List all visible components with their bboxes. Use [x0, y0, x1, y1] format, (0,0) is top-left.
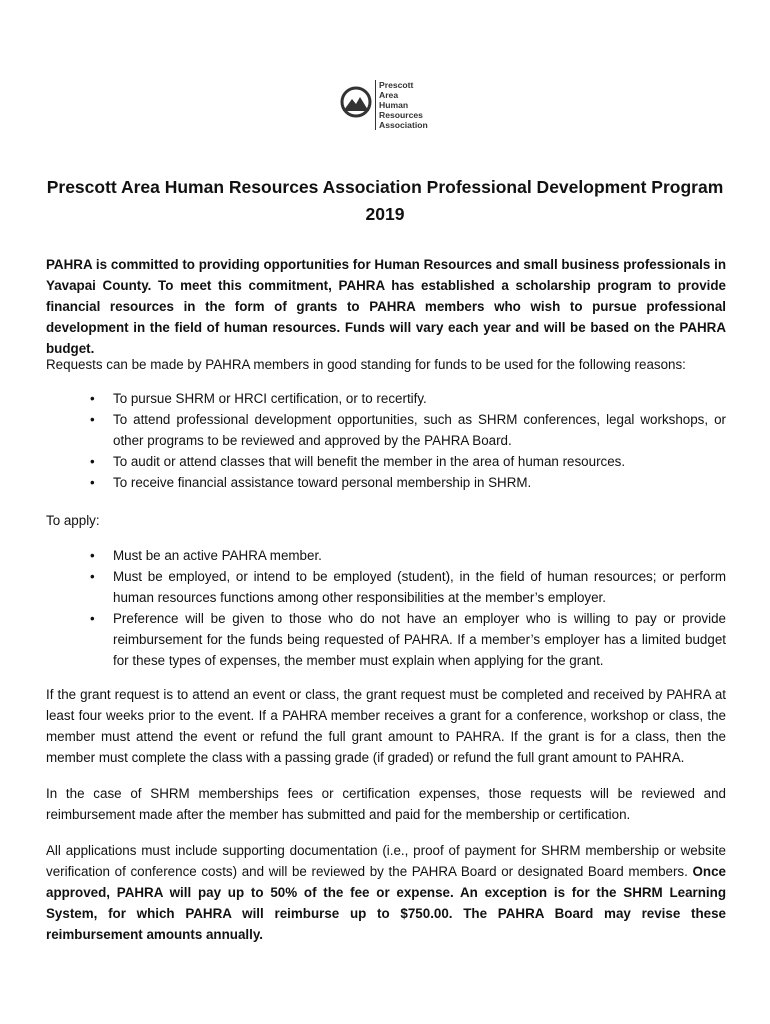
requests-intro: Requests can be made by PAHRA members in good standing for funds to be used for the following reasons:	[46, 357, 686, 372]
list-item	[46, 409, 726, 451]
shrm-paragraph: In the case of SHRM memberships fees or certification expenses, those requests will be reviewed and reimbursement made after the member has submitted and paid for the membership or certification.	[46, 786, 726, 822]
list-item	[46, 608, 726, 671]
list-item	[46, 566, 726, 608]
logo-wordmark	[375, 80, 428, 130]
reasons-list	[46, 388, 726, 493]
list-item-text: Preference will be given to those who do not have an employer who is willing to pay or provide reimbursement for the funds being requested of PAHRA. If a member’s employer has a limited budget for these types of expenses, the member must explain when applying for the grant.	[113, 611, 726, 668]
apply-heading: To apply:	[46, 513, 100, 528]
logo-line: Area	[379, 90, 399, 100]
list-item-text: To attend professional development opportunities, such as SHRM conferences, legal workshops, or other programs to be reviewed and approved by the PAHRA Board.	[113, 412, 726, 448]
logo-line: Resources	[379, 110, 423, 120]
title-year: 2019	[365, 204, 405, 224]
list-item	[46, 472, 726, 493]
list-item	[46, 545, 726, 566]
logo-line: Human	[379, 100, 409, 110]
list-item-text: To receive financial assistance toward personal membership in SHRM.	[113, 475, 532, 490]
final-paragraph	[46, 840, 726, 945]
list-item	[46, 451, 726, 472]
list-item-text: To pursue SHRM or HRCI certification, or to recertify.	[113, 391, 427, 406]
logo-line: Association	[379, 120, 428, 130]
apply-list	[46, 545, 726, 671]
bullet-icon: •	[90, 391, 95, 406]
list-item-text: Must be an active PAHRA member.	[113, 548, 322, 563]
bullet-icon: •	[90, 611, 95, 626]
pahra-logo	[340, 80, 440, 134]
bullet-icon: •	[90, 454, 95, 469]
title-line-1: Prescott Area Human Resources Association Professional Development Program	[46, 177, 724, 197]
logo-line: Prescott	[379, 80, 414, 90]
list-item-text: Must be employed, or intend to be employed (student), in the field of human resources; or perform human resources functions among other responsibilities at the member’s employer.	[113, 569, 726, 605]
bullet-icon: •	[90, 548, 95, 563]
page-title	[40, 174, 730, 228]
mountain-logo-icon	[340, 86, 372, 118]
bullet-icon: •	[90, 475, 95, 490]
grant-paragraph: If the grant request is to attend an event or class, the grant request must be completed and received by PAHRA at least four weeks prior to the event. If a PAHRA member receives a grant for a conference, workshop or class, the member must attend the event or refund the full grant amount to PAHRA. If the grant is for a class, then the member must complete the class with a passing grade (if graded) or refund the full grant amount to PAHRA.	[46, 687, 726, 765]
final-paragraph-text: All applications must include supporting documentation (i.e., proof of payment for SHRM membership or website verification of conference costs) and will be reviewed by the PAHRA Board or designated Board members.	[46, 843, 726, 879]
bullet-icon: •	[90, 569, 95, 584]
final-paragraph-emphasis: Once approved, PAHRA will pay up to 50% of the fee or expense. An exception is for the SHRM Learning System, for which PAHRA will reimburse up to $750.00. The PAHRA Board may revise these reimbursement amounts annually.	[46, 864, 726, 942]
intro-paragraph: PAHRA is committed to providing opportunities for Human Resources and small business professionals in Yavapai County. To meet this commitment, PAHRA has established a scholarship program to provide financial resources in the form of grants to PAHRA members who wish to pursue professional development in the field of human resources. Funds will vary each year and will be based on the PAHRA budget.	[46, 257, 726, 356]
bullet-icon: •	[90, 412, 95, 427]
list-item	[46, 388, 726, 409]
list-item-text: To audit or attend classes that will benefit the member in the area of human resources.	[113, 454, 626, 469]
